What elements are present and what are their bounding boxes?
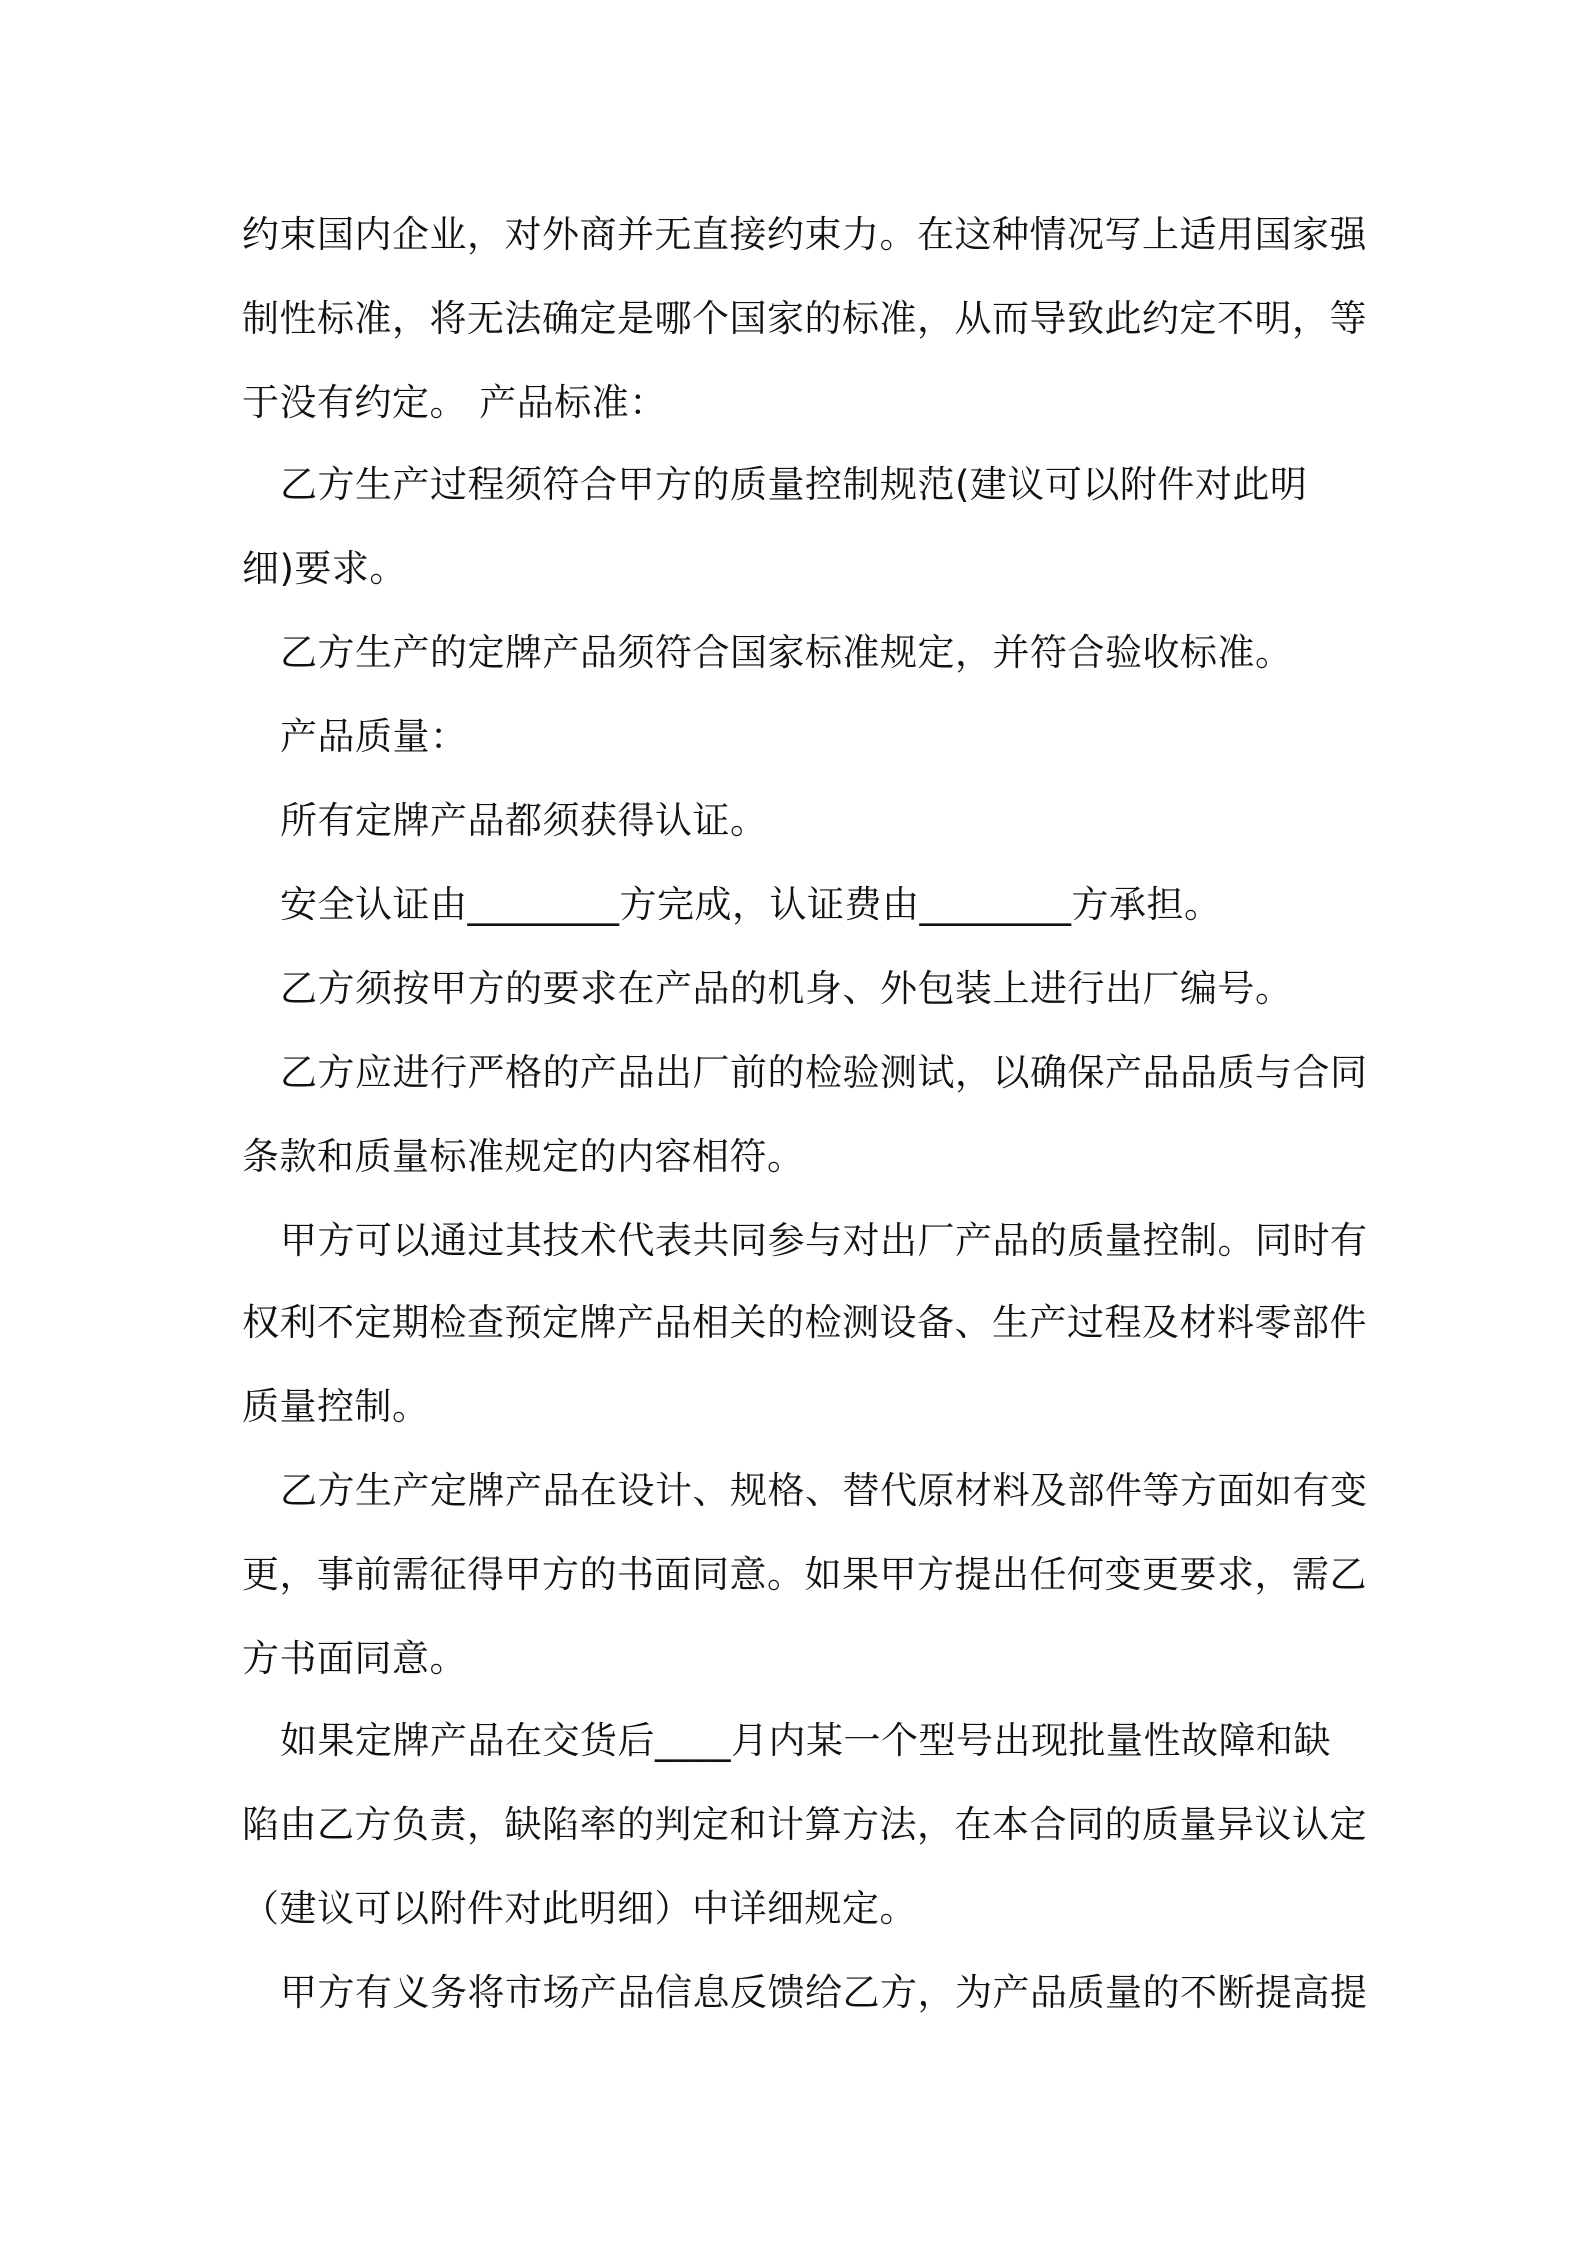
text-line: 权利不定期检查预定牌产品相关的检测设备、生产过程及材料零部件	[242, 1301, 1367, 1344]
text-line: 所有定牌产品都须获得认证。	[280, 799, 768, 842]
text-line: 质量控制。	[242, 1385, 430, 1428]
text-line: 乙方须按甲方的要求在产品的机身、外包装上进行出厂编号。	[280, 967, 1293, 1010]
text-line: 产品质量：	[280, 715, 468, 758]
text-line: 甲方有义务将市场产品信息反馈给乙方，为产品质量的不断提高提	[280, 1971, 1368, 2014]
text-line: 条款和质量标准规定的内容相符。	[242, 1135, 805, 1178]
text-line: 制性标准，将无法确定是哪个国家的标准，从而导致此约定不明，等	[242, 297, 1367, 340]
text-line: 陷由乙方负责，缺陷率的判定和计算方法，在本合同的质量异议认定	[242, 1803, 1367, 1846]
text-line: 约束国内企业，对外商并无直接约束力。在这种情况写上适用国家强	[242, 213, 1367, 256]
text-line: 更，事前需征得甲方的书面同意。如果甲方提出任何变更要求，需乙	[242, 1553, 1367, 1596]
text-line: （建议可以附件对此明细）中详细规定。	[242, 1887, 917, 1930]
text-line: 于没有约定。 产品标准：	[242, 381, 667, 424]
text-line: 乙方生产定牌产品在设计、规格、替代原材料及部件等方面如有变	[280, 1469, 1368, 1512]
text-line: 方书面同意。	[242, 1637, 467, 1680]
text-line: 乙方生产过程须符合甲方的质量控制规范(建议可以附件对此明	[280, 463, 1308, 506]
text-line: 甲方可以通过其技术代表共同参与对出厂产品的质量控制。同时有	[280, 1219, 1368, 1262]
text-line: 如果定牌产品在交货后____月内某一个型号出现批量性故障和缺	[280, 1719, 1331, 1762]
text-line: 乙方生产的定牌产品须符合国家标准规定，并符合验收标准。	[280, 631, 1293, 674]
text-line: 细)要求。	[242, 547, 407, 590]
text-line: 安全认证由________方完成，认证费由________方承担。	[280, 883, 1222, 926]
text-line: 乙方应进行严格的产品出厂前的检验测试，以确保产品品质与合同	[280, 1051, 1368, 1094]
